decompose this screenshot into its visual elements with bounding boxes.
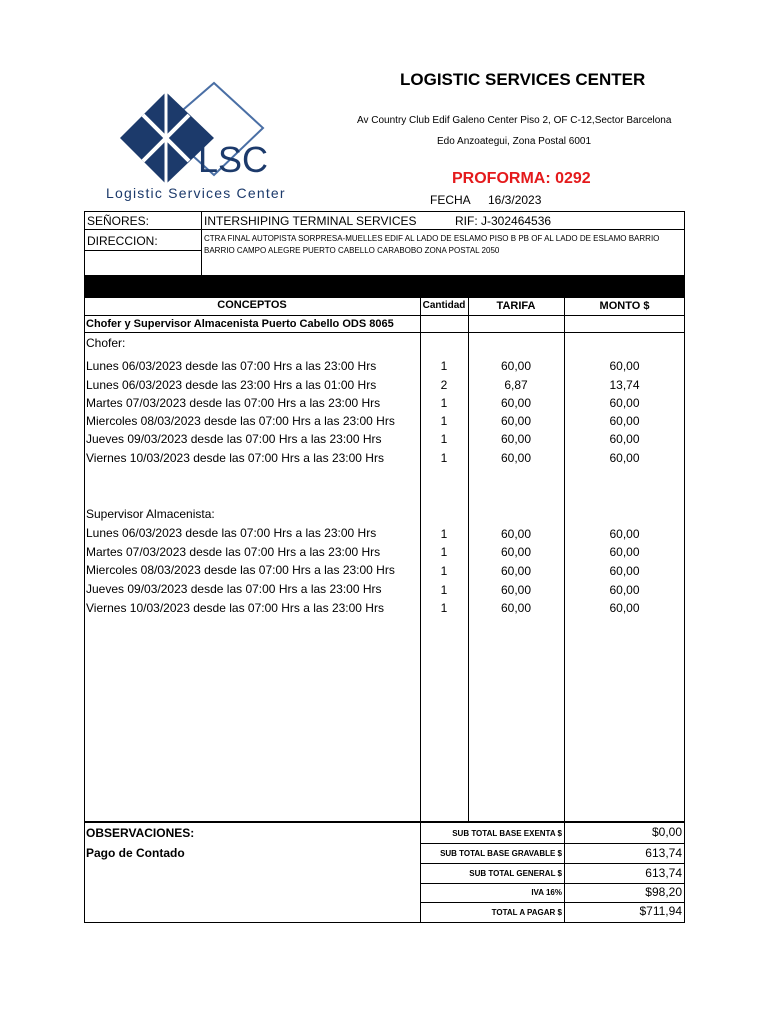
subtotal-gravable-value: 613,74 [645, 846, 682, 860]
table-row-qty: 1 [440, 451, 448, 465]
table-row-desc: Lunes 06/03/2023 desde las 07:00 Hrs a las 23:00 Hrs [86, 359, 377, 373]
subtotal-general-label: SUB TOTAL GENERAL $ [469, 869, 562, 878]
table-row-rate: 60,00 [500, 601, 532, 615]
table-row-desc: Jueves 09/03/2023 desde las 07:00 Hrs a las 23:00 Hrs [86, 582, 382, 596]
table-row-desc: Miercoles 08/03/2023 desde las 07:00 Hrs a las 23:00 Hrs [86, 563, 395, 577]
company-address-line1: Av Country Club Edif Galeno Center Piso 2, OF C-12,Sector Barcelona [357, 115, 672, 126]
table-row-amount: 60,00 [609, 601, 640, 615]
table-row-amount: 60,00 [609, 527, 640, 541]
observaciones-value: Pago de Contado [86, 846, 185, 860]
table-row-qty: 1 [440, 396, 448, 410]
direccion-value: CTRA FINAL AUTOPISTA SORPRESA-MUELLES EDIF AL LADO DE ESLAMO PISO B PB OF AL LADO DE ESLAMO BARRIO BARRIO CAMPO ALEGRE PUERTO CABELLO CARABOBO ZONA POSTAL 2050 [204, 234, 660, 255]
table-row-rate: 60,00 [500, 359, 532, 373]
iva-value: $98,20 [645, 885, 682, 899]
table-row-qty: 1 [440, 545, 448, 559]
header-tarifa: TARIFA [496, 300, 536, 312]
company-name: LOGISTIC SERVICES CENTER [400, 70, 646, 89]
subtotal-exenta-value: $0,00 [651, 825, 682, 839]
observaciones-label: OBSERVACIONES: [86, 826, 195, 840]
logo-initials: LSC [198, 139, 269, 180]
table-row-qty: 1 [440, 414, 448, 428]
total-pagar-value: $711,94 [639, 904, 682, 918]
table-row-desc: Viernes 10/03/2023 desde las 07:00 Hrs a las 23:00 Hrs [86, 601, 384, 615]
table-row-qty: 1 [440, 359, 448, 373]
table-row-rate: 60,00 [500, 432, 532, 446]
table-row-amount: 60,00 [609, 414, 640, 428]
table-row-qty: 1 [440, 432, 448, 446]
section-supervisor: Supervisor Almacenista: [86, 507, 215, 521]
table-row-amount: 60,00 [609, 432, 640, 446]
iva-label: IVA 16% [531, 888, 562, 897]
proforma-number: PROFORMA: 0292 [452, 170, 591, 187]
items-table [84, 297, 685, 822]
table-row-rate: 60,00 [500, 414, 532, 428]
table-row-rate: 60,00 [500, 451, 532, 465]
table-subtitle: Chofer y Supervisor Almacenista Puerto Cabello ODS 8065 [86, 318, 394, 330]
table-row-desc: Lunes 06/03/2023 desde las 23:00 Hrs a las 01:00 Hrs [86, 378, 377, 392]
table-row-rate: 60,00 [500, 545, 532, 559]
table-row-rate: 6,87 [504, 378, 528, 392]
header-monto: MONTO $ [599, 300, 650, 312]
subtotal-general-value: 613,74 [645, 866, 682, 880]
table-row-amount: 60,00 [609, 451, 640, 465]
table-row-desc: Lunes 06/03/2023 desde las 07:00 Hrs a las 23:00 Hrs [86, 526, 377, 540]
header-conceptos: CONCEPTOS [217, 299, 287, 311]
subtotal-gravable-label: SUB TOTAL BASE GRAVABLE $ [440, 849, 562, 858]
table-row-amount: 13,74 [609, 378, 640, 392]
logo-tagline: Logistic Services Center [106, 185, 286, 201]
senores-label: SEÑORES: [87, 214, 150, 228]
table-row-qty: 1 [440, 601, 448, 615]
fecha-label: FECHA [430, 193, 471, 207]
table-row-amount: 60,00 [609, 396, 640, 410]
table-row-amount: 60,00 [609, 583, 640, 597]
fecha-value: 16/3/2023 [488, 193, 542, 207]
subtotal-exenta-label: SUB TOTAL BASE EXENTA $ [452, 829, 562, 838]
table-row-amount: 60,00 [609, 545, 640, 559]
table-row-qty: 1 [440, 564, 448, 578]
table-row-amount: 60,00 [609, 564, 640, 578]
table-row-desc: Martes 07/03/2023 desde las 07:00 Hrs a las 23:00 Hrs [86, 545, 381, 559]
total-pagar-label: TOTAL A PAGAR $ [491, 908, 562, 917]
senores-value: INTERSHIPING TERMINAL SERVICES [204, 214, 417, 228]
table-row-rate: 60,00 [500, 396, 532, 410]
table-row-rate: 60,00 [500, 564, 532, 578]
company-address-line2: Edo Anzoategui, Zona Postal 6001 [437, 136, 592, 147]
table-row-desc: Martes 07/03/2023 desde las 07:00 Hrs a las 23:00 Hrs [86, 396, 381, 410]
section-chofer: Chofer: [86, 336, 126, 350]
rif-value: RIF: J-302464536 [455, 214, 552, 228]
table-row-desc: Miercoles 08/03/2023 desde las 07:00 Hrs a las 23:00 Hrs [86, 414, 395, 428]
table-row-qty: 1 [440, 527, 448, 541]
table-row-qty: 2 [440, 378, 448, 392]
table-row-rate: 60,00 [500, 583, 532, 597]
table-row-desc: Viernes 10/03/2023 desde las 07:00 Hrs a las 23:00 Hrs [86, 451, 384, 465]
table-row-qty: 1 [440, 583, 448, 597]
table-row-amount: 60,00 [609, 359, 640, 373]
header-cantidad: Cantidad [422, 300, 466, 311]
direccion-label: DIRECCION: [87, 234, 158, 248]
table-row-desc: Jueves 09/03/2023 desde las 07:00 Hrs a las 23:00 Hrs [86, 432, 382, 446]
black-band [84, 276, 685, 297]
table-row-rate: 60,00 [500, 527, 532, 541]
